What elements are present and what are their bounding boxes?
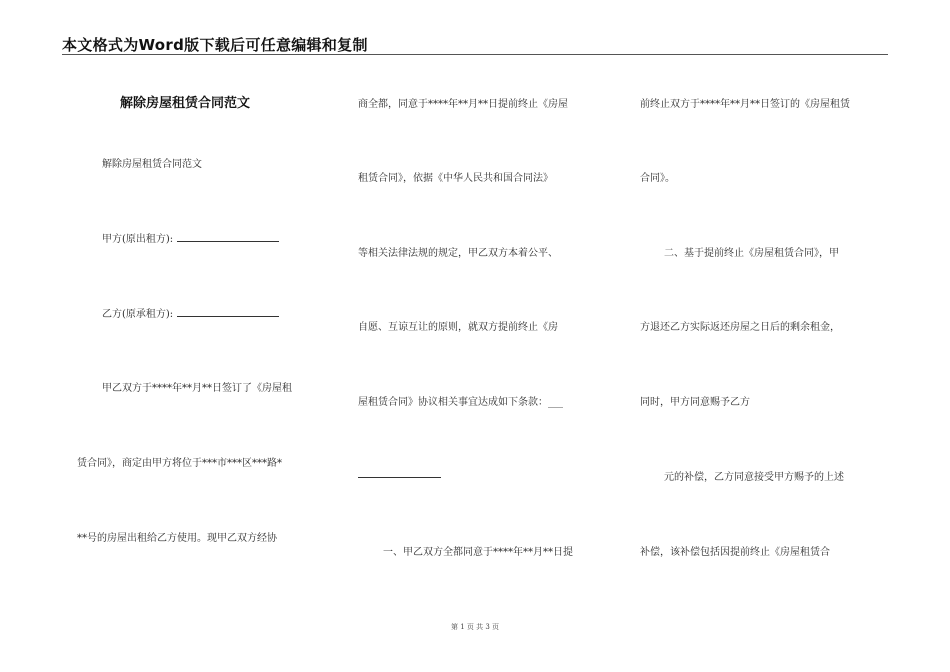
- body-line: 赁合同》，商定由甲方将位于***市***区***路*: [77, 458, 282, 469]
- body-line: 屋租赁合同》协议相关事宜达成如下条款：___: [358, 397, 563, 408]
- party-b-line: [102, 305, 279, 320]
- body-line: 一、甲乙双方全都同意于****年**月**日提: [383, 547, 573, 558]
- body-line: 租赁合同》，依据《中华人民共和国合同法》: [358, 173, 553, 184]
- body-line: 前终止双方于****年**月**日签订的《房屋租赁: [640, 99, 850, 110]
- party-b-blank: [177, 308, 279, 317]
- fill-in-blank-line: [358, 477, 441, 478]
- body-line: 合同》。: [640, 173, 675, 184]
- page-number: 第 1 页 共 3 页: [450, 623, 500, 631]
- party-b-label: 乙方(原承租方):: [102, 309, 174, 320]
- body-line: 二、基于提前终止《房屋租赁合同》，甲: [664, 248, 839, 259]
- document-subtitle: 解除房屋租赁合同范文: [102, 159, 202, 170]
- body-line: 同时，甲方同意赐予乙方: [640, 397, 750, 408]
- banner-divider: [62, 54, 888, 55]
- body-line: 自愿、互谅互让的原则，就双方提前终止《房: [358, 322, 558, 333]
- body-line: 商全都，同意于****年**月**日提前终止《房屋: [358, 99, 568, 110]
- document-banner: 本文格式为Word版下载后可任意编辑和复制: [62, 36, 368, 54]
- body-line: 元的补偿，乙方同意接受甲方赐予的上述: [664, 472, 844, 483]
- party-a-blank: [177, 233, 279, 242]
- party-a-line: [102, 230, 279, 245]
- document-title: 解除房屋租赁合同范文: [120, 96, 251, 111]
- body-line: 等相关法律法规的规定，甲乙双方本着公平、: [358, 248, 558, 259]
- body-line: 补偿，该补偿包括因提前终止《房屋租赁合: [640, 547, 830, 558]
- body-line: **号的房屋出租给乙方使用。现甲乙双方经协: [77, 533, 277, 544]
- party-a-label: 甲方(原出租方):: [102, 234, 174, 245]
- body-line: 方退还乙方实际返还房屋之日后的剩余租金，: [640, 322, 840, 333]
- body-line: 甲乙双方于****年**月**日签订了《房屋租: [102, 383, 292, 394]
